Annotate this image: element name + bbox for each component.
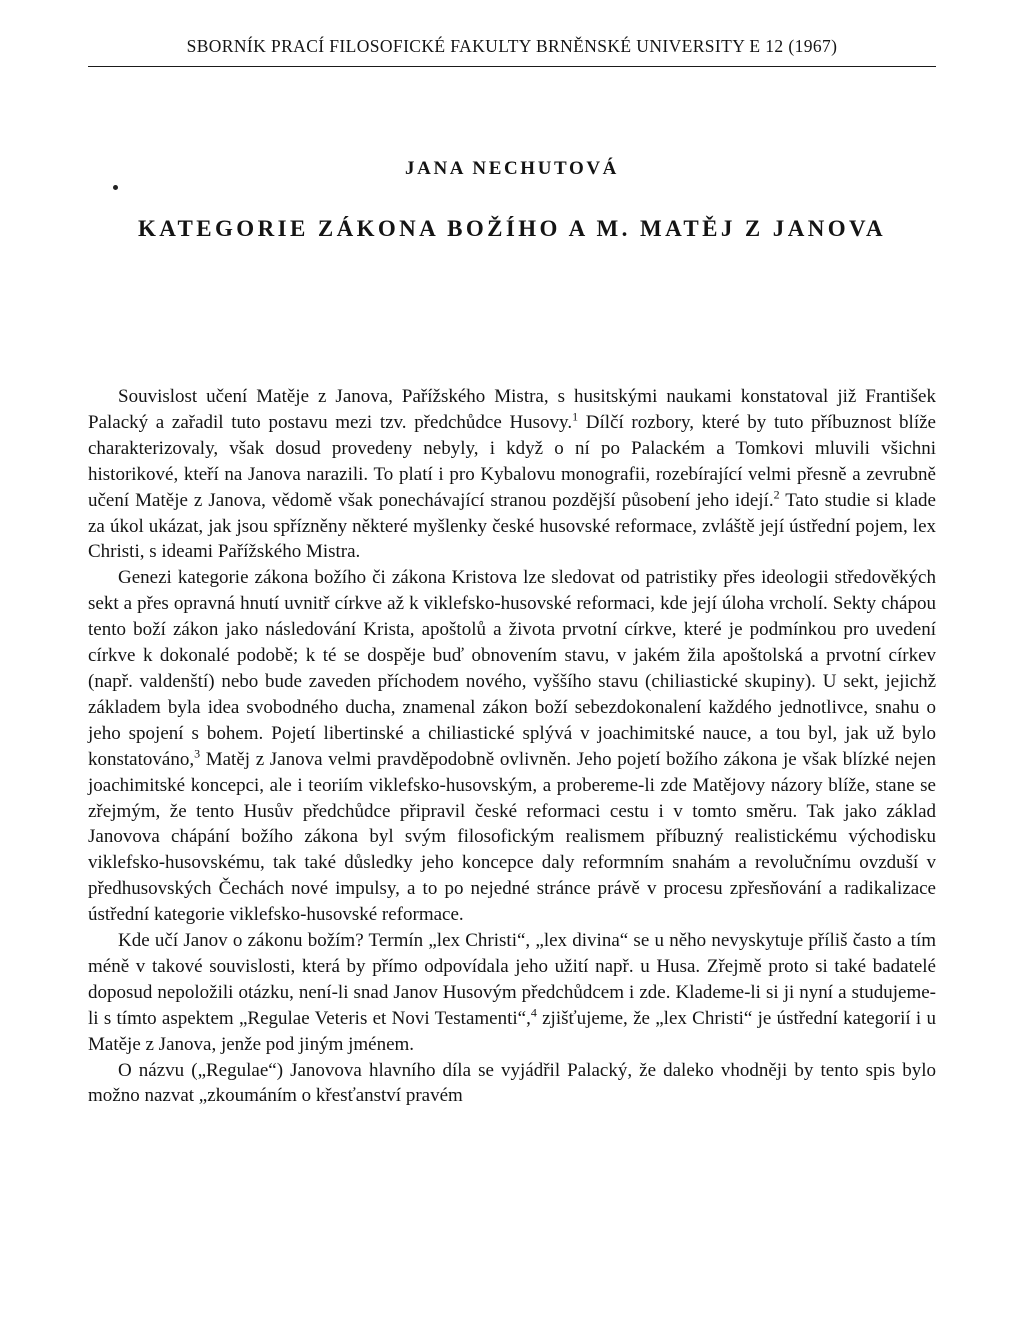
bullet-dot <box>113 185 118 190</box>
paragraph-4 <box>88 1058 936 1110</box>
article-title: KATEGORIE ZÁKONA BOŽÍHO A M. MATĚJ Z JANOVA <box>137 216 887 241</box>
footnote-ref-4: 4 <box>530 1005 537 1020</box>
footnote-ref-2: 2 <box>773 487 780 502</box>
paragraph-4-text-a: O názvu („Regulae“) Janovova hlavního díla se vyjádřil Palacký, že daleko vhodněji by tento spis bylo možno nazvat „zkoumáním o křesťanství pravém <box>88 1059 936 1107</box>
header-rule <box>88 66 936 67</box>
paragraph-3 <box>88 928 936 1058</box>
paragraph-3-text-a: Kde učí Janov o zákonu božím? Termín „lex Christi“, „lex divina“ se u něho nevyskytuje příliš často a tím méně v takové souvislosti, která by přímo odpovídala jeho užití např. u Husa. Zřejmě proto si také badatelé doposud nepoložili otázku, není-li snad Janov Husovým předchůdcem i zde. Klademe-li si ji nyní a studujeme-li s tímto aspektem „Regulae Veteris et Novi Testamenti“, <box>88 930 936 1029</box>
footnote-ref-3: 3 <box>194 746 201 761</box>
article-author: JANA NECHUTOVÁ <box>405 158 619 179</box>
footnote-ref-1: 1 <box>572 409 579 424</box>
paragraph-1 <box>88 384 936 565</box>
paragraph-2-text-b: Matěj z Janova velmi pravděpodobně ovlivněn. Jeho pojetí božího zákona je však blízké nejen joachimitské koncepci, ale i teoriím viklefsko-husovským, a probereme-li zde Matějovy názory blíže, stane se zřejmým, že tento Husův předchůdce připravil české reformaci cestu i v tomto směru. Tak jako základ Janovova chápání božího zákona byl svým filosofickým realismem příbuzný realistickému východisku viklefsko-husovskému, tak také důsledky jeho koncepce daly reformním snahám a revolučnímu ovzduší v předhusovských Čechách nové impulsy, a to po nejedné stránce právě v procesu zpřesňování a radikalizace ústřední kategorie viklefsko-husovské reformace. <box>88 748 936 926</box>
paragraph-1-text-a: Souvislost učení Matěje z Janova, Pařížského Mistra, s husitskými naukami konstatoval již František Palacký a zařadil tuto postavu mezi tzv. předchůdce Husovy. <box>88 386 936 433</box>
paragraph-3-text-b: zjišťujeme, že „lex Christi“ je ústřední kategorií i u Matěje z Janova, jenže pod jiným jménem. <box>88 1007 936 1055</box>
paragraph-1-text-b: Dílčí rozbory, které by tuto příbuznost blíže charakterizovaly, však dosud provedeny nebyly, i když o ní po Palackém a Tomkovi mluvili všichni historikové, kteří na Janova narazili. To platí i pro Kybalovu monografii, rozebírající velmi přesně a zevrubně učení Matěje z Janova, vědomě však ponechávající stranou pozdější působení jeho idejí. <box>88 411 936 511</box>
paragraph-1-text-c: Tato studie si klade za úkol ukázat, jak jsou spřízněny některé myšlenky české husovské reformace, zvláště její ústřední pojem, lex Christi, s ideami Pařížského Mistra. <box>88 489 936 563</box>
article-body <box>88 384 936 1109</box>
paragraph-2-text-a: Genezi kategorie zákona božího či zákona Kristova lze sledovat od patristiky přes ideologii středověkých sekt a přes opravná hnutí uvnitř církve až k viklefsko-husovské reformaci, kde její úloha vrcholí. Sekty chápou tento boží zákon jako následování Krista, apoštolů a života prvotní církve, které je podmínkou pro uvedení církve k dokonalé podobě; k té se dospěje buď obnovením stavu, v jakém žila apoštolská a prvotní církev (např. valdenští) nebo bude zaveden příchodem nového, vyššího stavu (chiliastické skupiny). U sekt, jejichž základem byla idea svobodného ducha, znamenal zákon boží sebezdokonalení každého jednotlivce, snahu o jeho spojení s bohem. Pojetí libertinské a chiliastické splývá v joachimitské nauce, a tou byl, jak už bylo konstatováno, <box>88 567 936 770</box>
paragraph-2 <box>88 565 936 928</box>
running-header: SBORNÍK PRACÍ FILOSOFICKÉ FAKULTY BRNĚNSKÉ UNIVERSITY E 12 (1967) <box>186 36 838 56</box>
